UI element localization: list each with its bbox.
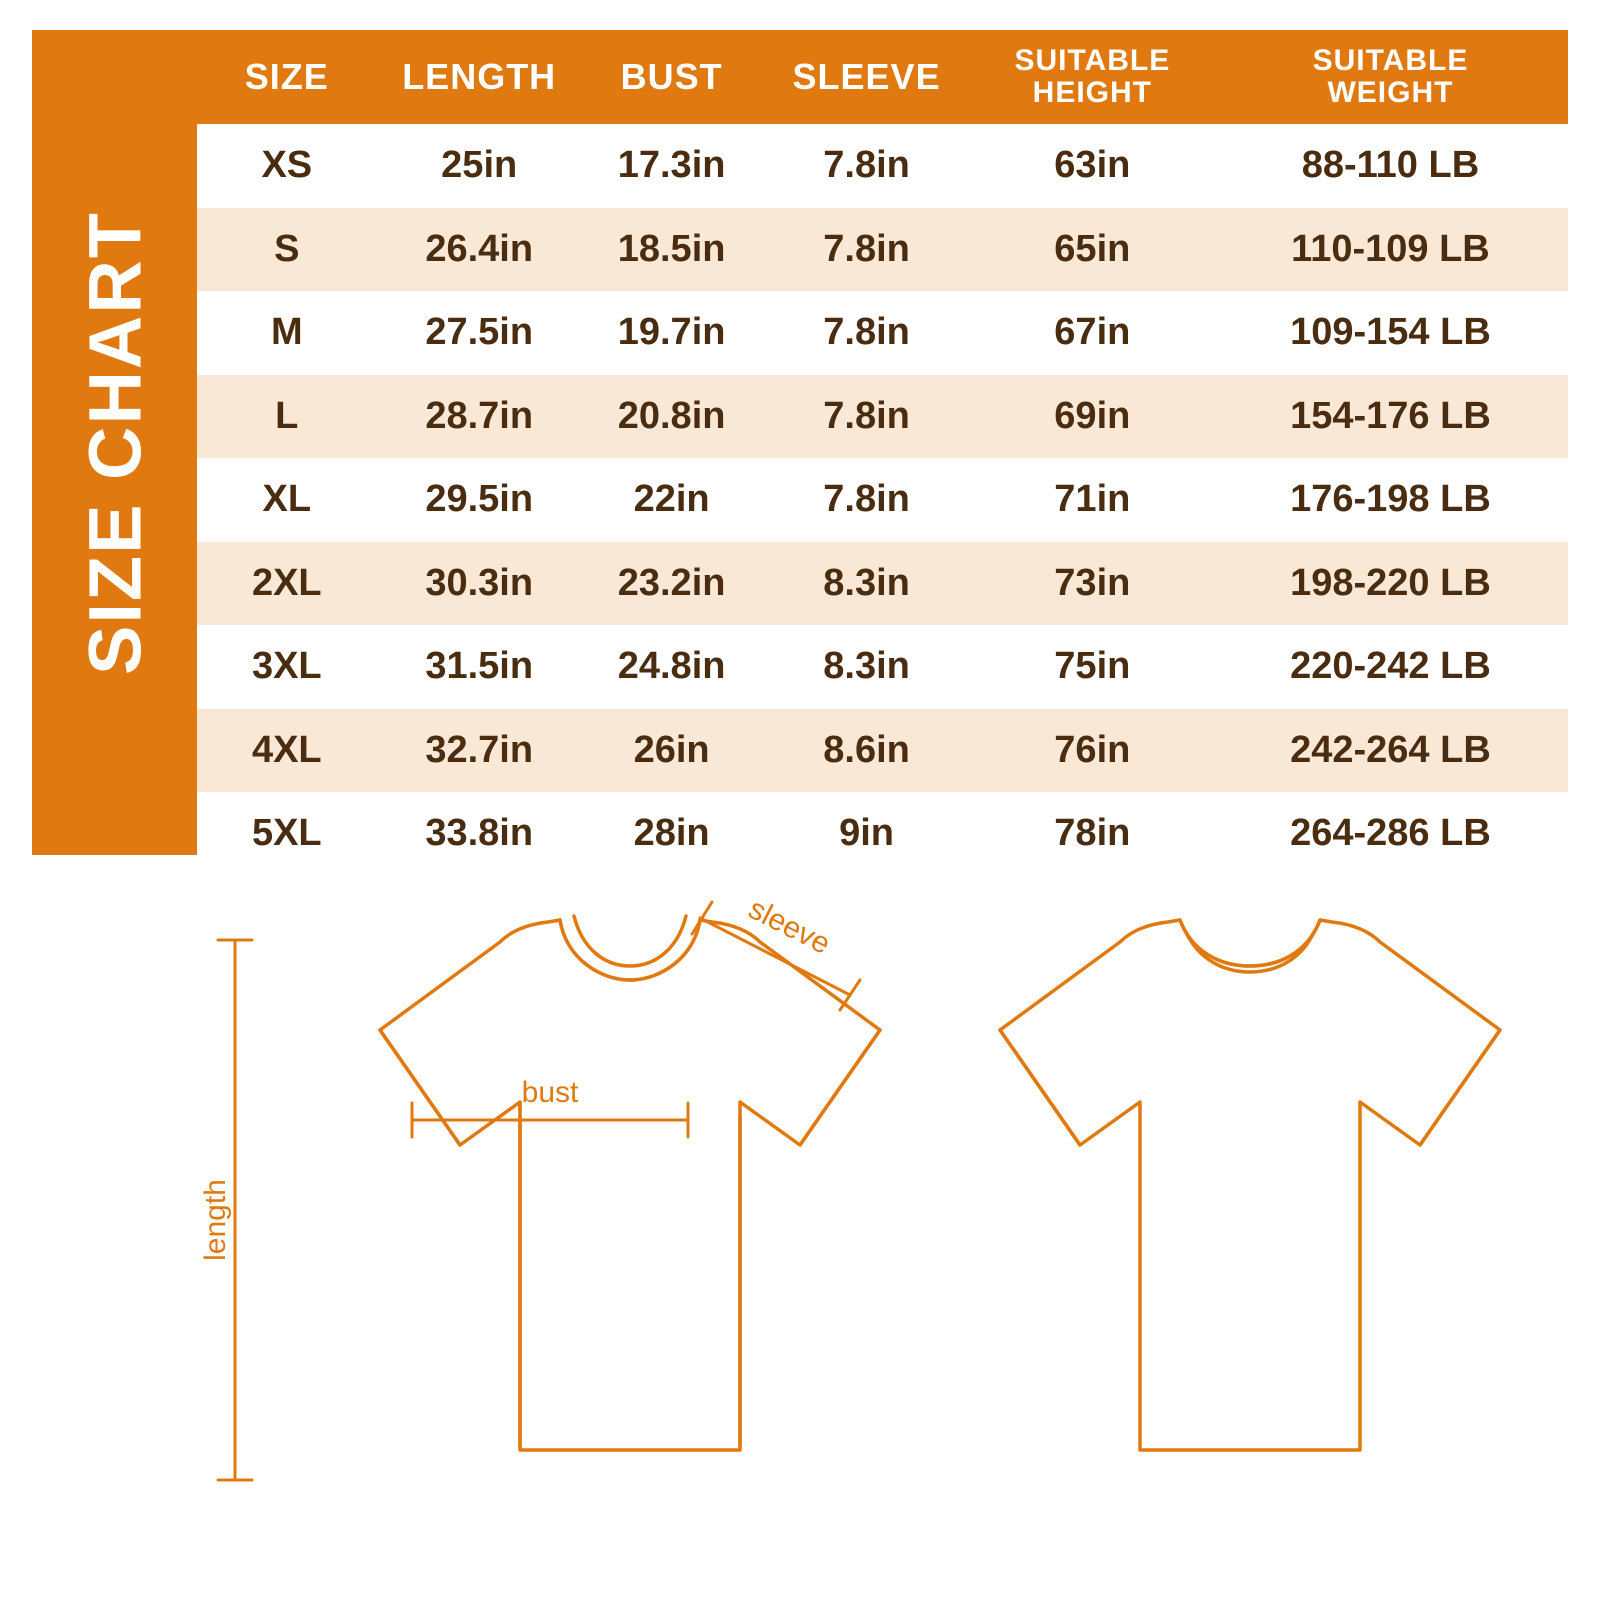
column-header-length: LENGTH [402, 55, 557, 97]
cell-bust: 20.8in [582, 375, 762, 459]
column-header-suitable-height-line2: HEIGHT [1032, 76, 1152, 109]
cell-weight: 110-109 LB [1213, 208, 1568, 292]
table-row [197, 208, 1568, 292]
cell-height: 65in [972, 208, 1213, 292]
size-table [197, 30, 1568, 876]
cell-bust: 19.7in [582, 291, 762, 375]
cell-bust: 22in [582, 458, 762, 542]
cell-weight: 88-110 LB [1213, 124, 1568, 208]
cell-length: 29.5in [377, 458, 582, 542]
column-header-suitable-height [972, 30, 1213, 124]
cell-length: 30.3in [377, 542, 582, 626]
cell-sleeve: 7.8in [761, 375, 971, 459]
cell-length: 28.7in [377, 375, 582, 459]
size-chart-block [32, 30, 1568, 855]
cell-height: 63in [972, 124, 1213, 208]
size-table-wrapper [197, 30, 1568, 855]
tshirt-back-illustration [1000, 920, 1500, 1450]
cell-height: 78in [972, 792, 1213, 876]
column-header-suitable-weight [1213, 30, 1568, 124]
page-title: SIZE CHART [73, 210, 156, 675]
cell-height: 76in [972, 709, 1213, 793]
sleeve-label: sleeve [743, 892, 836, 961]
cell-size: 3XL [197, 625, 377, 709]
cell-length: 31.5in [377, 625, 582, 709]
table-row [197, 792, 1568, 876]
cell-weight: 220-242 LB [1213, 625, 1568, 709]
cell-weight: 176-198 LB [1213, 458, 1568, 542]
cell-height: 75in [972, 625, 1213, 709]
cell-sleeve: 7.8in [761, 458, 971, 542]
bust-label: bust [521, 1076, 579, 1109]
table-row [197, 542, 1568, 626]
cell-size: XL [197, 458, 377, 542]
cell-weight: 264-286 LB [1213, 792, 1568, 876]
cell-weight: 198-220 LB [1213, 542, 1568, 626]
cell-weight: 154-176 LB [1213, 375, 1568, 459]
cell-size: XS [197, 124, 377, 208]
cell-length: 33.8in [377, 792, 582, 876]
cell-weight: 109-154 LB [1213, 291, 1568, 375]
cell-height: 67in [972, 291, 1213, 375]
cell-size: 2XL [197, 542, 377, 626]
cell-bust: 24.8in [582, 625, 762, 709]
column-header-suitable-weight-line2: WEIGHT [1327, 76, 1454, 109]
cell-sleeve: 9in [761, 792, 971, 876]
table-row [197, 291, 1568, 375]
cell-length: 26.4in [377, 208, 582, 292]
table-body [197, 124, 1568, 876]
cell-size: 4XL [197, 709, 377, 793]
table-row [197, 375, 1568, 459]
column-header-size: SIZE [244, 55, 329, 97]
cell-sleeve: 8.3in [761, 542, 971, 626]
cell-sleeve: 7.8in [761, 124, 971, 208]
length-label: length [199, 1179, 232, 1261]
cell-bust: 28in [582, 792, 762, 876]
cell-height: 71in [972, 458, 1213, 542]
cell-weight: 242-264 LB [1213, 709, 1568, 793]
cell-sleeve: 7.8in [761, 208, 971, 292]
column-header-sleeve: SLEEVE [792, 55, 941, 97]
cell-length: 27.5in [377, 291, 582, 375]
cell-sleeve: 8.6in [761, 709, 971, 793]
table-row [197, 625, 1568, 709]
size-chart-title-bar [32, 30, 197, 855]
measurement-diagram [0, 880, 1600, 1580]
cell-size: M [197, 291, 377, 375]
table-header-row [197, 30, 1568, 124]
cell-bust: 26in [582, 709, 762, 793]
cell-length: 25in [377, 124, 582, 208]
cell-bust: 18.5in [582, 208, 762, 292]
cell-length: 32.7in [377, 709, 582, 793]
cell-height: 69in [972, 375, 1213, 459]
table-header [197, 30, 1568, 124]
table-row [197, 458, 1568, 542]
cell-size: S [197, 208, 377, 292]
cell-size: L [197, 375, 377, 459]
tshirt-front-illustration [380, 916, 880, 1450]
cell-sleeve: 7.8in [761, 291, 971, 375]
cell-size: 5XL [197, 792, 377, 876]
cell-height: 73in [972, 542, 1213, 626]
cell-bust: 23.2in [582, 542, 762, 626]
column-header-bust: BUST [620, 55, 723, 97]
column-header-suitable-height-line1: SUITABLE [1014, 43, 1171, 77]
table-row [197, 709, 1568, 793]
column-header-suitable-weight-line1: SUITABLE [1312, 43, 1469, 77]
cell-bust: 17.3in [582, 124, 762, 208]
table-row [197, 124, 1568, 208]
cell-sleeve: 8.3in [761, 625, 971, 709]
